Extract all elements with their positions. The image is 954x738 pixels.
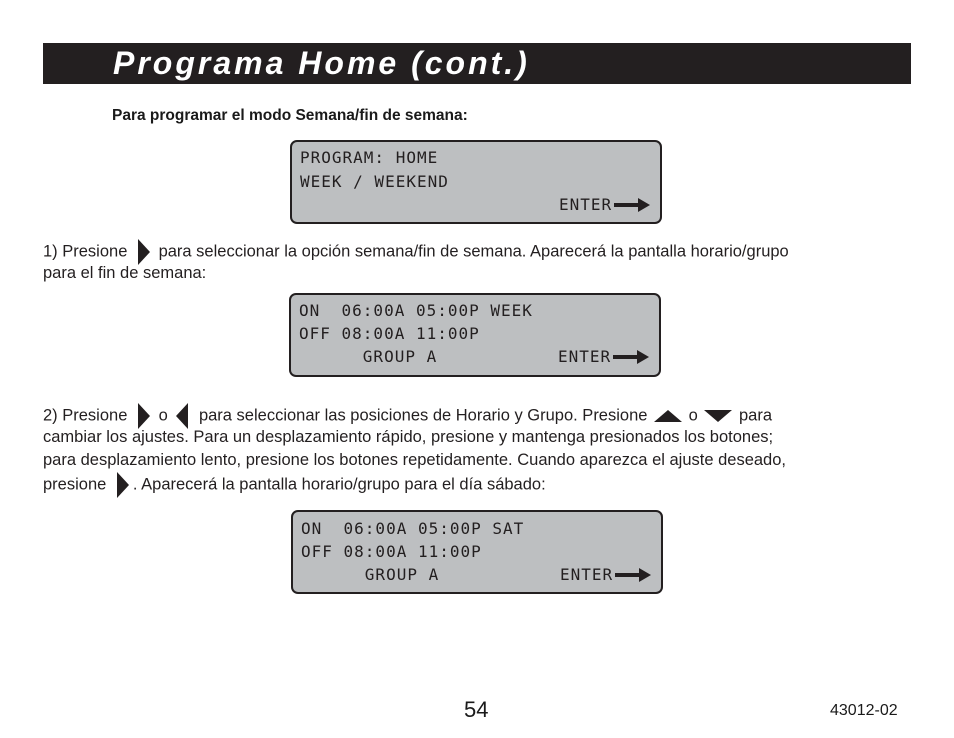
enter-indicator — [559, 196, 650, 214]
page-number: 54 — [464, 697, 489, 722]
step-1-text-rest: para seleccionar la opción semana/fin de semana. Aparecerá la pantalla horario/grupo — [158, 242, 789, 261]
lcd-line: WEEK / WEEKEND — [300, 172, 449, 191]
enter-label: ENTER — [559, 195, 613, 214]
page-title: Programa Home (cont.) — [113, 45, 530, 81]
lcd-line: PROGRAM: HOME — [300, 148, 439, 167]
lcd-line: GROUP A — [301, 565, 440, 584]
enter-arrow-icon — [613, 350, 649, 364]
text-line — [43, 472, 911, 495]
step-2-line-3: para desplazamiento lento, presione los botones repetidamente. Cuando aparezca el ajuste deseado, — [43, 451, 786, 469]
text-line — [43, 403, 911, 426]
lcd-line: OFF 08:00A 11:00P — [299, 324, 480, 343]
step-2-paragraph — [43, 403, 911, 495]
right-arrow-button-icon — [111, 472, 133, 498]
enter-indicator — [560, 566, 651, 584]
step-2-text-b: o — [158, 406, 168, 425]
step-2-line-2: cambiar los ajustes. Para un desplazamiento rápido, presione y mantenga presionados los botones; — [43, 428, 774, 446]
up-arrow-button-icon — [652, 407, 684, 425]
enter-arrow-icon — [614, 198, 650, 212]
enter-label: ENTER — [560, 565, 614, 584]
lcd-display-week-schedule — [289, 293, 661, 377]
lcd-line: ON 06:00A 05:00P SAT — [301, 519, 525, 538]
document-code: 43012-02 — [830, 702, 898, 719]
lcd-display-program-home — [290, 140, 662, 224]
down-arrow-button-icon — [702, 407, 734, 425]
step-2-text-c: para seleccionar las posiciones de Horario y Grupo. Presione — [198, 406, 648, 425]
lcd-line: GROUP A — [299, 347, 438, 366]
enter-indicator — [558, 348, 649, 366]
enter-label: ENTER — [558, 347, 612, 366]
step-2-line-4-rest: . Aparecerá la pantalla horario/grupo para el día sábado: — [132, 475, 546, 494]
step-2-text-a: 2) Presione — [43, 406, 128, 425]
enter-arrow-icon — [615, 568, 651, 582]
step-1-paragraph — [43, 239, 911, 285]
lcd-display-saturday-schedule — [291, 510, 663, 594]
step-2-line-4-start: presione — [43, 475, 107, 494]
lcd-line: ON 06:00A 05:00P WEEK — [299, 301, 533, 320]
lcd-line: OFF 08:00A 11:00P — [301, 542, 482, 561]
step-1-line-2: para el fin de semana: — [43, 264, 207, 282]
step-2-text-e: para — [739, 406, 773, 425]
title-bar — [43, 43, 911, 84]
step-1-text-start: 1) Presione — [43, 242, 128, 261]
text-line — [43, 239, 911, 262]
step-2-text-d: o — [688, 406, 698, 425]
section-subheading: Para programar el modo Semana/fin de semana: — [112, 107, 468, 124]
